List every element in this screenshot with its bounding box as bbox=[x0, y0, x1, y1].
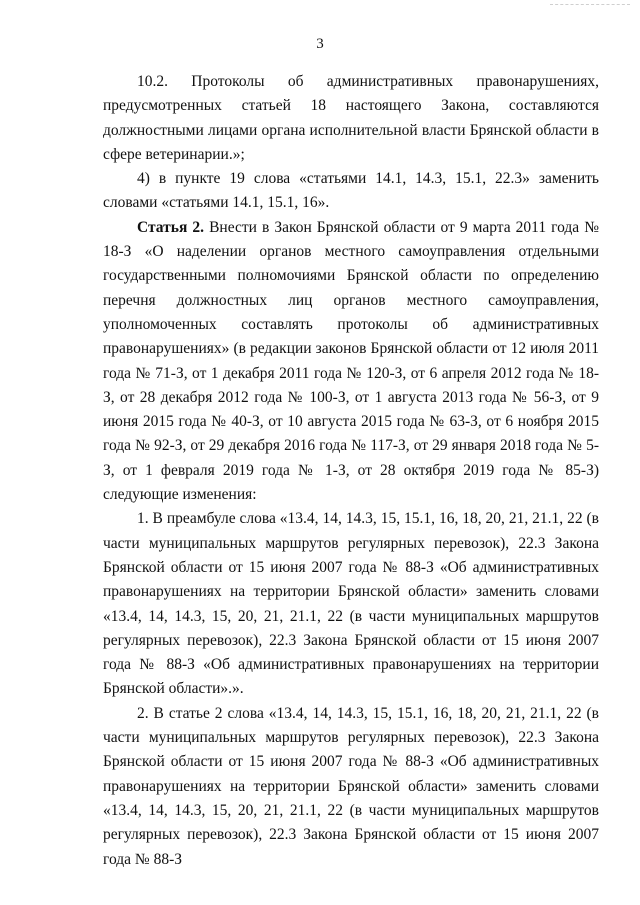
article-heading: Статья 2. bbox=[137, 218, 205, 236]
paragraph-change-2: 2. В статье 2 слова «13.4, 14, 14.3, 15, 15.1, 16, 18, 20, 21, 21.1, 22 (в части муниципальных маршрутов регулярных перевозок), 22.3 Закона Брянской области от 15 июня 2007 года № 88-З «Об административных правонарушениях на территории Брянской области» заменить словами «13.4, 14, 14.3, 15, 20, 21, 21.1, 22 (в части муниципальных маршрутов регулярных перевозок), 22.3 Закона Брянской области от 15 июня 2007 года № 88-З bbox=[103, 704, 599, 868]
paragraph-item-4: 4) в пункте 19 слова «статьями 14.1, 14.3, 15.1, 22.3» заменить словами «статьями 14.1, 15.1, 16». bbox=[103, 170, 599, 212]
scan-artifact bbox=[550, 4, 630, 6]
page-number: 3 bbox=[316, 36, 324, 52]
paragraph-10-2: 10.2. Протоколы об административных правонарушениях, предусмотренных статьей 18 настоящего Закона, составляются должностными лицами органа исполнительной власти Брянской области в сфере ветеринарии.»; bbox=[103, 73, 599, 163]
paragraph-change-1: 1. В преамбуле слова «13.4, 14, 14.3, 15, 15.1, 16, 18, 20, 21, 21.1, 22 (в части муниципальных маршрутов регулярных перевозок), 22.3 Закона Брянской области от 15 июня 2007 года № 88-З «Об административных правонарушениях на территории Брянской области» заменить словами «13.4, 14, 14.3, 15, 20, 21, 21.1, 22 (в части муниципальных маршрутов регулярных перевозок), 22.3 Закона Брянской области от 15 июня 2007 года № 88-З «Об административных правонарушениях на территории Брянской области».». bbox=[103, 510, 599, 698]
article-2-text: Внести в Закон Брянской области от 9 марта 2011 года № 18-З «О наделении органов местного самоуправления отдельными государственными полномочиями Брянской области по определению перечня должностных лиц органов местного самоуправления, уполномоченных составлять протоколы об административных правонарушениях» (в редакции законов Брянской области от 12 июля 2011 года № 71-З, от 1 декабря 2011 года № 120-З, от 6 апреля 2012 года № 18-З, от 28 декабря 2012 года № 100-З, от 1 августа 2013 года № 56-З, от 9 июня 2015 года № 40-З, от 10 августа 2015 года № 63-З, от 6 ноября 2015 года № 92-З, от 29 декабря 2016 года № 117-З, от 29 января 2018 года № 5-З, от 1 февраля 2019 года № 1-З, от 28 октября 2019 года № 85-З) следующие изменения: bbox=[103, 218, 599, 504]
paragraph-article-2 bbox=[103, 216, 599, 508]
document-body bbox=[103, 70, 599, 872]
